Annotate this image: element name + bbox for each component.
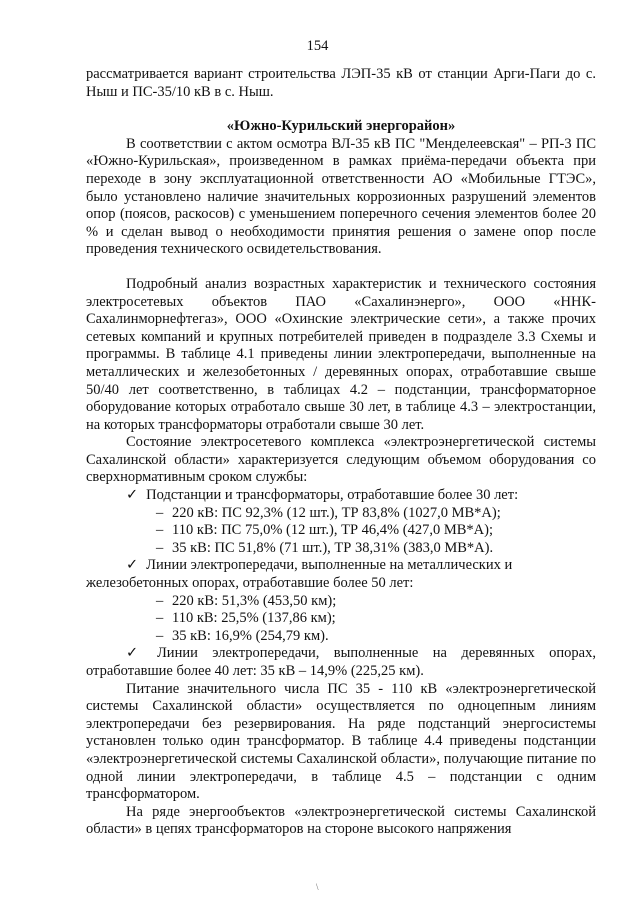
- check-icon: ✓: [126, 645, 149, 662]
- metal-lines-list: [86, 593, 596, 646]
- dash-marker: –: [156, 627, 164, 644]
- kurils-paragraph: В соответствии с актом осмотра ВЛ-35 кВ ПС "Менделеевская" – РП-3 ПС «Южно-Курильская», произведенном в рамках приёма-передачи объекта при переходе в зону эксплуатационной ответственности АО «Мобильные ГТЭС», было установлено наличие значительных коррозионных разрушений элементов опор (поясов, раскосов) с уменьшением поперечного сечения элементов более 20 % и сделан вывод о необходимости принятия решения о замене опор после проведения технического освидетельствования.: [86, 135, 596, 258]
- check-icon: ✓: [126, 487, 139, 504]
- list-item: [86, 610, 596, 628]
- list-item: [86, 628, 596, 646]
- list-item-text: 220 кВ: ПС 92,3% (12 шт.), ТР 83,8% (1027,0 МВ*А);: [172, 504, 501, 521]
- list-item-text: 35 кВ: 16,9% (254,79 км).: [172, 627, 329, 644]
- supply-paragraph: Питание значительного числа ПС 35 - 110 кВ «электроэнергетической системы Сахалинской области» осуществляется по одноцепным линиям электропередачи без резервирования. На ряде подстанций энергосистемы установлен только один трансформатор. В таблице 4.4 приведены подстанции «электроэнергетической системы Сахалинской области», получающие питание по одной линии электропередачи, в таблице 4.5 – подстанции с одним трансформатором.: [86, 680, 596, 803]
- substations-list: [86, 505, 596, 558]
- list-item-text: 110 кВ: ПС 75,0% (12 шт.), ТР 46,4% (427,0 МВ*А);: [172, 522, 493, 539]
- checklist-item-substations: [86, 487, 596, 505]
- list-item-text: 220 кВ: 51,3% (453,50 км);: [172, 592, 337, 609]
- list-item-text: 35 кВ: ПС 51,8% (71 шт.), ТР 38,31% (383,0 МВ*А).: [172, 539, 494, 556]
- continuation-paragraph: рассматривается вариант строительства ЛЭП-35 кВ от станции Арги-Паги до с. Ныш и ПС-35/10 кВ в с. Ныш.: [86, 66, 596, 100]
- analysis-paragraph: Подробный анализ возрастных характеристик и технического состояния электросетевых объектов ПАО «Сахалинэнерго», ООО «ННК-Сахалинморнефтегаз», ООО «Охинские электрические сети», а также прочих сетевых компаний и крупных потребителей приведен в подразделе 3.3 Схемы и программы. В таблице 4.1 приведены линии электропередачи, выполненные на металлических и железобетонных / деревянных опорах, отработавшие свыше 50/40 лет соответственно, в таблицах 4.2 – подстанции, трансформаторное оборудование которых отработало свыше 30 лет, в таблице 4.3 – электростанции, на которых трансформаторы отработали свыше 30 лет.: [86, 275, 596, 433]
- last-paragraph: На ряде энергообъектов «электроэнергетической системы Сахалинской области» в цепях трансформаторов на стороне высокого напряжения: [86, 803, 596, 838]
- state-paragraph: Состояние электросетевого комплекса «электроэнергетической системы Сахалинской области» характеризуется следующим объемом оборудования со сверхнормативным сроком службы:: [86, 434, 596, 486]
- list-item: [86, 505, 596, 523]
- dash-marker: –: [156, 522, 164, 539]
- footer-mark: \: [316, 882, 319, 892]
- checklist-item-text: Линии электропередачи, выполненные на металлических и: [146, 557, 513, 574]
- page-body: [86, 66, 596, 839]
- list-item: [86, 593, 596, 611]
- check-icon: ✓: [126, 557, 139, 574]
- checklist-item-metal-lines: [86, 557, 596, 575]
- checklist-item-continuation: железобетонных опорах, отработавшие более 50 лет:: [86, 575, 414, 592]
- list-item: [86, 540, 596, 558]
- page-number: 154: [306, 38, 329, 54]
- section-title: «Южно-Курильский энергорайон»: [226, 118, 456, 135]
- list-item-text: 110 кВ: 25,5% (137,86 км);: [172, 610, 336, 627]
- checklist-item-text: Подстанции и трансформаторы, отработавшие более 30 лет:: [146, 487, 519, 504]
- dash-marker: –: [156, 504, 164, 521]
- dash-marker: –: [156, 592, 164, 609]
- dash-marker: –: [156, 539, 164, 556]
- checklist-item-wooden-lines: [86, 645, 596, 680]
- dash-marker: –: [156, 610, 164, 627]
- list-item: [86, 522, 596, 540]
- checklist-item-text: Линии электропередачи, выполненные на деревянных опорах, отработавшие более 40 лет: 35 кВ – 14,9% (225,25 км).: [86, 645, 596, 679]
